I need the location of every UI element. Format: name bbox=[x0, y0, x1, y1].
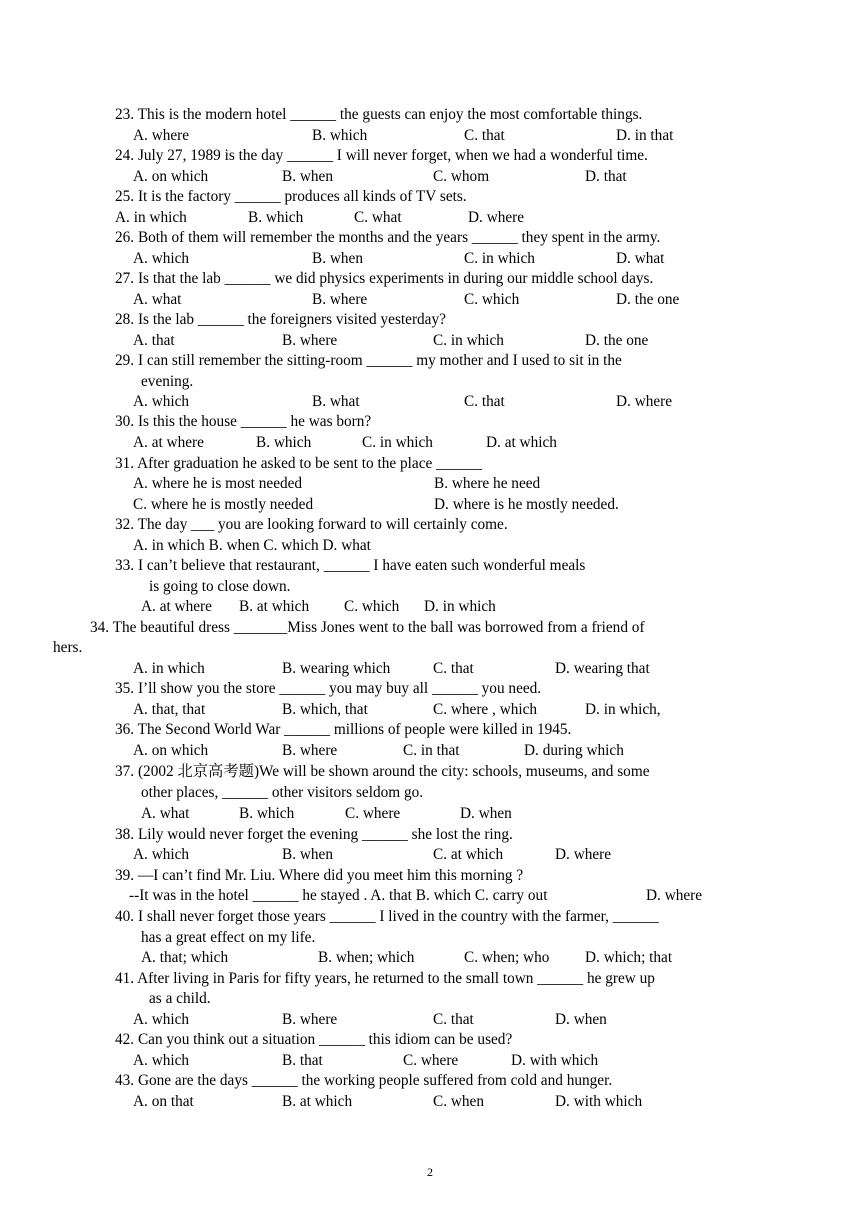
q25-option-d: D. where bbox=[468, 209, 525, 226]
q27-option-b: B. where bbox=[312, 291, 368, 308]
q30-option-d: D. at which bbox=[486, 434, 557, 451]
q40-option-d: D. which; that bbox=[585, 949, 673, 966]
q29-option-d: D. where bbox=[616, 393, 673, 410]
q27-option-c: C. which bbox=[464, 291, 520, 308]
question-37: 37. (2002 北京高考题)We will be shown around the city: schools, museums, and some bbox=[115, 763, 650, 780]
q38-option-c: C. at which bbox=[433, 846, 504, 863]
question-33: 33. I can’t believe that restaurant, ______ I have eaten such wonderful meals bbox=[115, 557, 586, 574]
q33-option-b: B. at which bbox=[239, 598, 310, 615]
q33-option-c: C. which bbox=[344, 598, 400, 615]
q35-option-c: C. where , which bbox=[433, 701, 538, 718]
question-26: 26. Both of them will remember the months and the years ______ they spent in the army. bbox=[115, 229, 661, 246]
q35-option-b: B. which, that bbox=[282, 701, 368, 718]
question-40: 40. I shall never forget those years ______ I lived in the country with the farmer, ______ bbox=[115, 908, 659, 925]
q35-option-a: A. that, that bbox=[133, 701, 206, 718]
question-32: 32. The day ___ you are looking forward to will certainly come. bbox=[115, 516, 508, 533]
q24-option-d: D. that bbox=[585, 168, 627, 185]
q42-option-c: C. where bbox=[403, 1052, 459, 1069]
q33-option-a: A. at where bbox=[141, 598, 212, 615]
question-29-continued: evening. bbox=[141, 373, 194, 390]
q36-option-d: D. during which bbox=[524, 742, 624, 759]
question-27: 27. Is that the lab ______ we did physics experiments in during our middle school days. bbox=[115, 270, 654, 287]
q27-option-a: A. what bbox=[133, 291, 182, 308]
question-42: 42. Can you think out a situation ______ this idiom can be used? bbox=[115, 1031, 513, 1048]
q35-option-d: D. in which, bbox=[585, 701, 661, 718]
question-23: 23. This is the modern hotel ______ the guests can enjoy the most comfortable things. bbox=[115, 106, 643, 123]
q25-option-b: B. which bbox=[248, 209, 304, 226]
q36-option-c: C. in that bbox=[403, 742, 460, 759]
q41-option-c: C. that bbox=[433, 1011, 474, 1028]
q40-option-a: A. that; which bbox=[141, 949, 229, 966]
q26-option-b: B. when bbox=[312, 250, 363, 267]
q28-option-c: C. in which bbox=[433, 332, 504, 349]
q43-option-d: D. with which bbox=[555, 1093, 643, 1110]
q43-option-b: B. at which bbox=[282, 1093, 353, 1110]
question-34-continued: hers. bbox=[53, 639, 83, 656]
q23-option-c: C. that bbox=[464, 127, 505, 144]
question-39: 39. —I can’t find Mr. Liu. Where did you meet him this morning ? bbox=[115, 867, 524, 884]
q36-option-b: B. where bbox=[282, 742, 338, 759]
question-24: 24. July 27, 1989 is the day ______ I will never forget, when we had a wonderful time. bbox=[115, 147, 648, 164]
question-29: 29. I can still remember the sitting-room ______ my mother and I used to sit in the bbox=[115, 352, 622, 369]
q43-option-a: A. on that bbox=[133, 1093, 194, 1110]
question-25: 25. It is the factory ______ produces all kinds of TV sets. bbox=[115, 188, 467, 205]
q31-option-a: A. where he is most needed bbox=[133, 475, 303, 492]
question-37-continued: other places, ______ other visitors seldom go. bbox=[141, 784, 424, 801]
q29-option-c: C. that bbox=[464, 393, 505, 410]
q41-option-d: D. when bbox=[555, 1011, 607, 1028]
q39-option-d: D. where bbox=[646, 887, 703, 904]
q29-option-b: B. what bbox=[312, 393, 360, 410]
q38-option-d: D. where bbox=[555, 846, 612, 863]
q25-option-c: C. what bbox=[354, 209, 402, 226]
question-34: 34. The beautiful dress _______Miss Jones went to the ball was borrowed from a friend of bbox=[90, 619, 645, 636]
q42-option-b: B. that bbox=[282, 1052, 323, 1069]
q23-option-b: B. which bbox=[312, 127, 368, 144]
question-30: 30. Is this the house ______ he was born? bbox=[115, 413, 372, 430]
question-36: 36. The Second World War ______ millions of people were killed in 1945. bbox=[115, 721, 572, 738]
question-31: 31. After graduation he asked to be sent to the place ______ bbox=[115, 455, 483, 472]
q28-option-b: B. where bbox=[282, 332, 338, 349]
q42-option-a: A. which bbox=[133, 1052, 190, 1069]
q37-option-a: A. what bbox=[141, 805, 190, 822]
question-41: 41. After living in Paris for fifty years, he returned to the small town ______ he grew up bbox=[115, 970, 655, 987]
q31-option-d: D. where is he mostly needed. bbox=[434, 496, 619, 513]
q42-option-d: D. with which bbox=[511, 1052, 599, 1069]
q24-option-b: B. when bbox=[282, 168, 333, 185]
q34-option-b: B. wearing which bbox=[282, 660, 391, 677]
q26-option-a: A. which bbox=[133, 250, 190, 267]
q37-option-d: D. when bbox=[460, 805, 512, 822]
question-39-continued: --It was in the hotel ______ he stayed . A. that B. which C. carry out bbox=[129, 887, 548, 904]
q23-option-a: A. where bbox=[133, 127, 190, 144]
question-40-continued: has a great effect on my life. bbox=[141, 929, 316, 946]
q28-option-d: D. the one bbox=[585, 332, 649, 349]
q28-option-a: A. that bbox=[133, 332, 175, 349]
question-28: 28. Is the lab ______ the foreigners visited yesterday? bbox=[115, 311, 446, 328]
q32-options: A. in which B. when C. which D. what bbox=[133, 537, 371, 554]
q26-option-d: D. what bbox=[616, 250, 665, 267]
q38-option-a: A. which bbox=[133, 846, 190, 863]
q38-option-b: B. when bbox=[282, 846, 333, 863]
q34-option-c: C. that bbox=[433, 660, 474, 677]
q27-option-d: D. the one bbox=[616, 291, 680, 308]
q30-option-a: A. at where bbox=[133, 434, 204, 451]
q24-option-c: C. whom bbox=[433, 168, 490, 185]
question-38: 38. Lily would never forget the evening ______ she lost the ring. bbox=[115, 826, 513, 843]
q41-option-a: A. which bbox=[133, 1011, 190, 1028]
q25-option-a: A. in which bbox=[115, 209, 187, 226]
q40-option-c: C. when; who bbox=[464, 949, 550, 966]
q36-option-a: A. on which bbox=[133, 742, 209, 759]
q37-option-b: B. which bbox=[239, 805, 295, 822]
question-41-continued: as a child. bbox=[149, 990, 211, 1007]
q30-option-c: C. in which bbox=[362, 434, 433, 451]
q31-option-b: B. where he need bbox=[434, 475, 541, 492]
q34-option-d: D. wearing that bbox=[555, 660, 650, 677]
q37-option-c: C. where bbox=[345, 805, 401, 822]
question-33-continued: is going to close down. bbox=[149, 578, 291, 595]
q30-option-b: B. which bbox=[256, 434, 312, 451]
q29-option-a: A. which bbox=[133, 393, 190, 410]
page-number: 2 bbox=[427, 1165, 433, 1179]
q43-option-c: C. when bbox=[433, 1093, 484, 1110]
q33-option-d: D. in which bbox=[424, 598, 496, 615]
q31-option-c: C. where he is mostly needed bbox=[133, 496, 314, 513]
q34-option-a: A. in which bbox=[133, 660, 205, 677]
question-43: 43. Gone are the days ______ the working people suffered from cold and hunger. bbox=[115, 1072, 613, 1089]
q41-option-b: B. where bbox=[282, 1011, 338, 1028]
question-35: 35. I’ll show you the store ______ you may buy all ______ you need. bbox=[115, 680, 542, 697]
q24-option-a: A. on which bbox=[133, 168, 209, 185]
q26-option-c: C. in which bbox=[464, 250, 535, 267]
q40-option-b: B. when; which bbox=[318, 949, 415, 966]
q23-option-d: D. in that bbox=[616, 127, 674, 144]
